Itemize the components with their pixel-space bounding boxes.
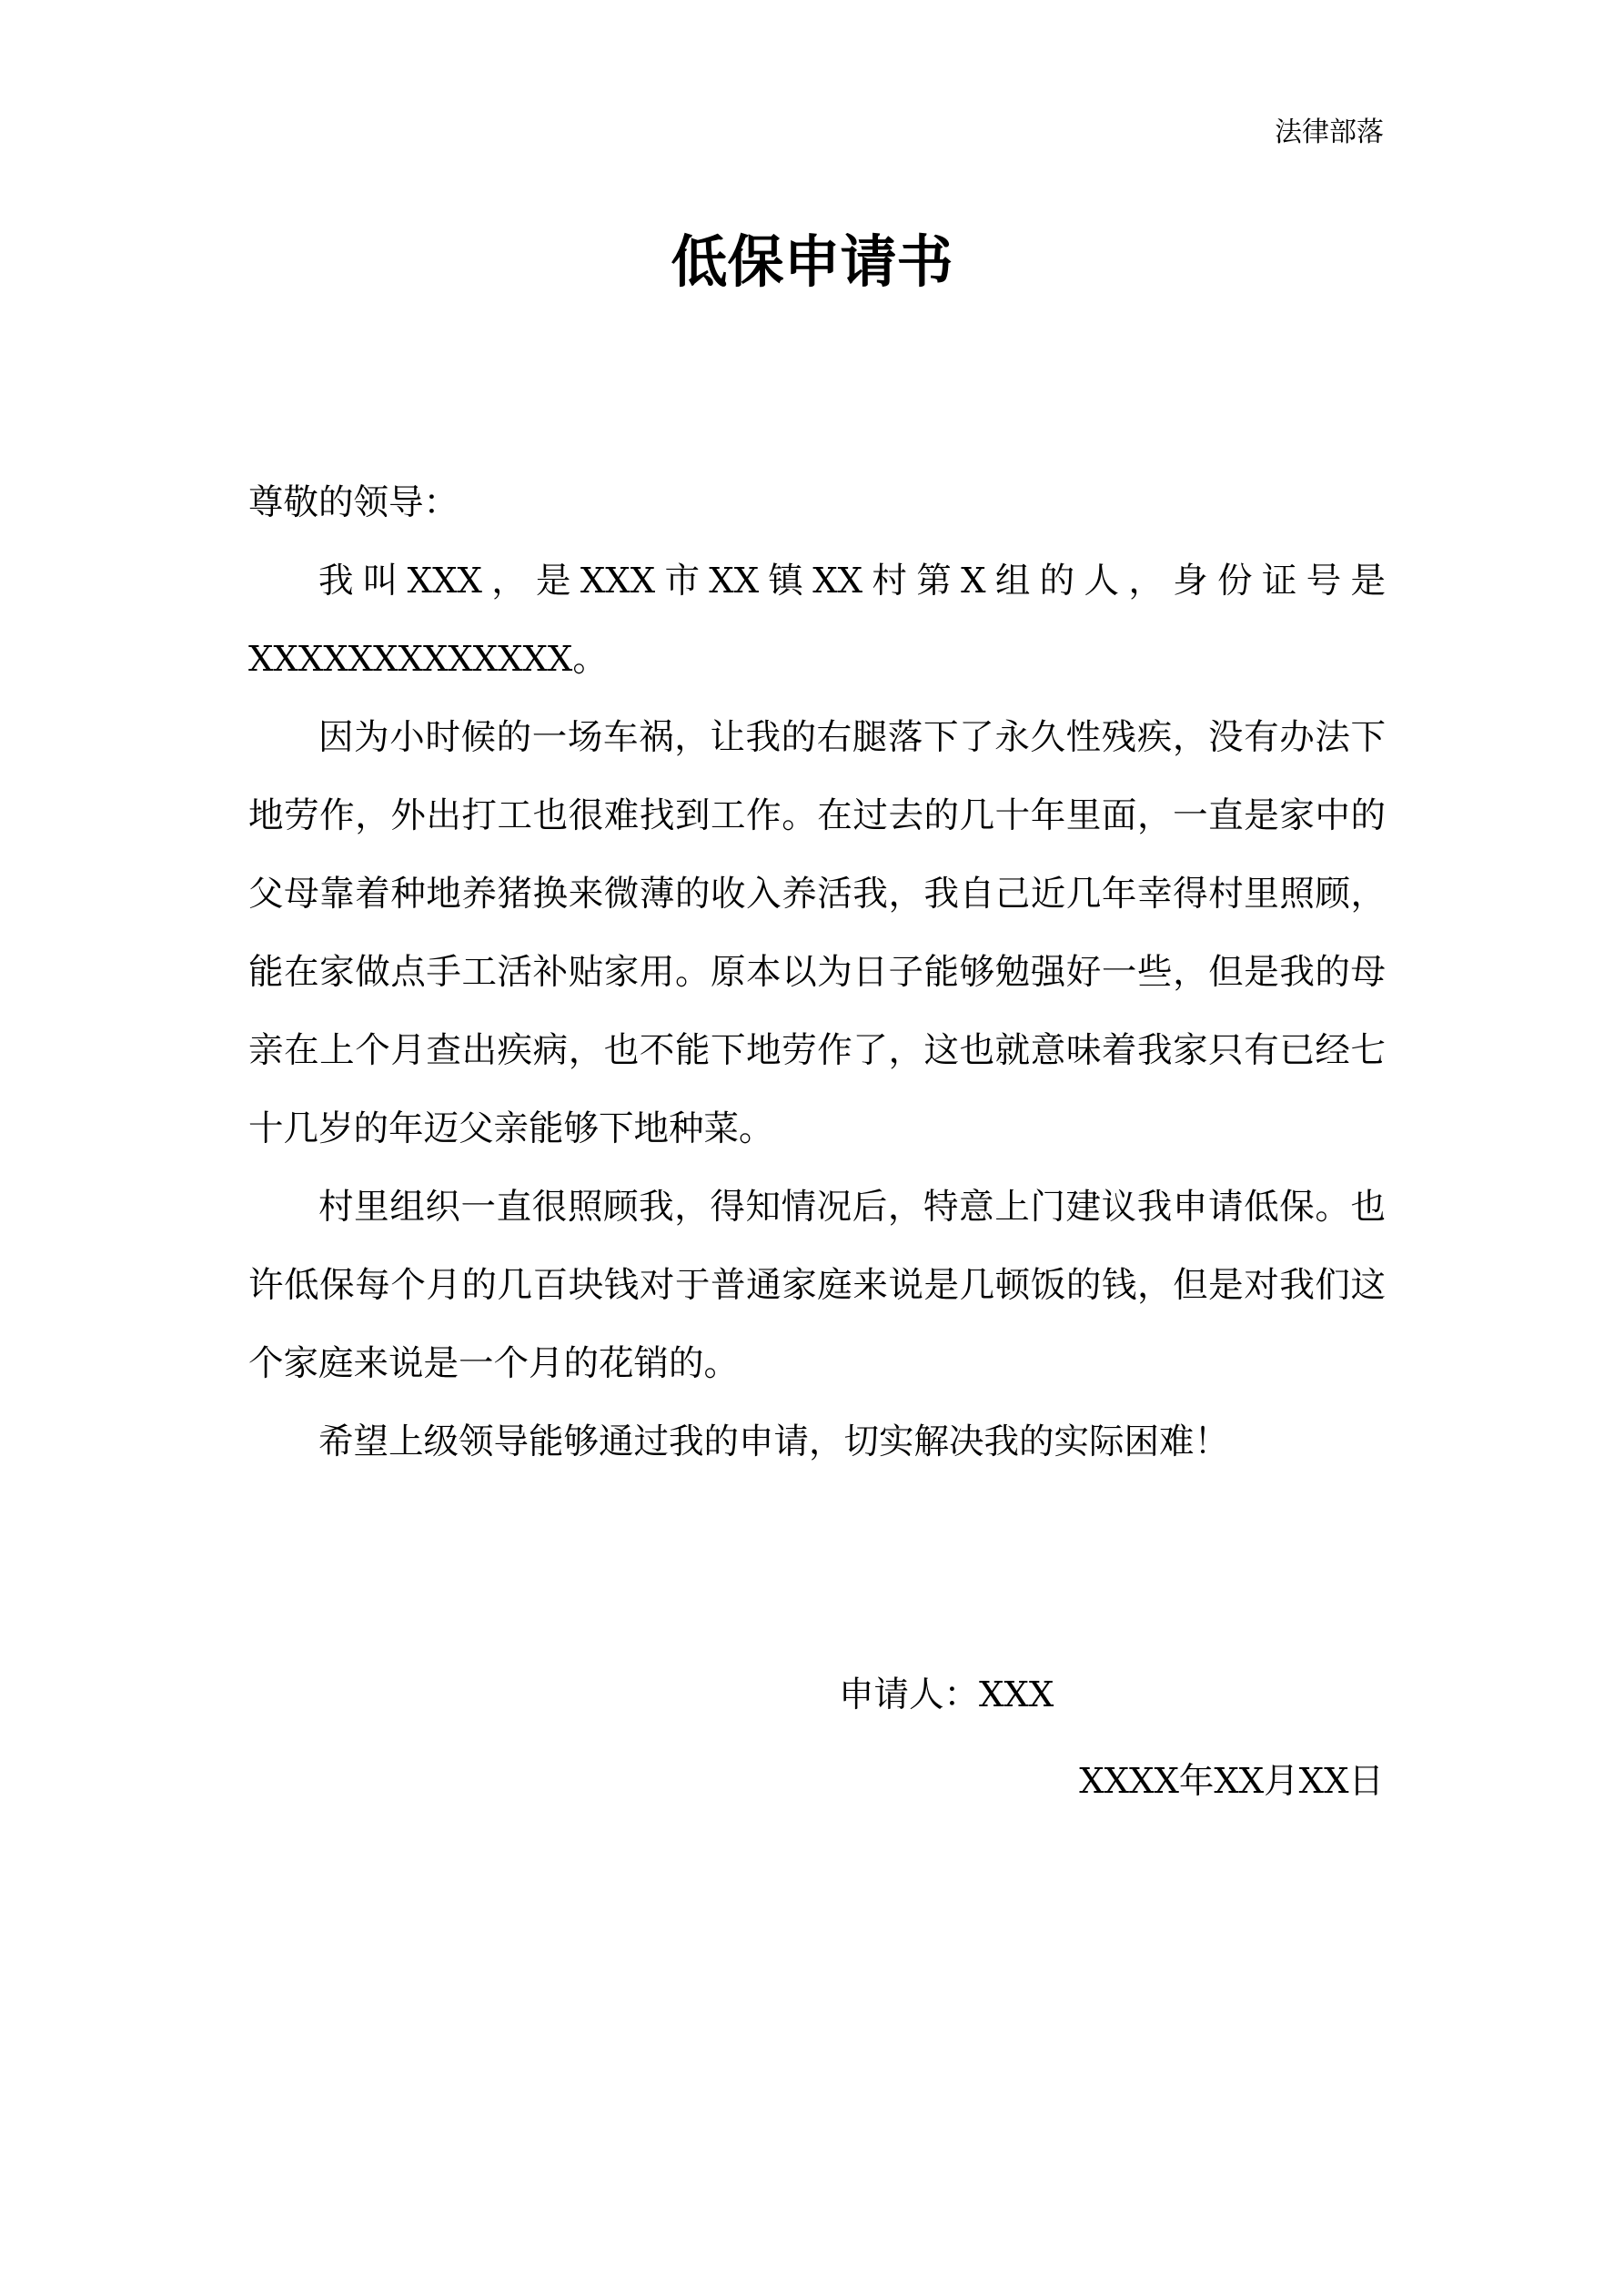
paragraph-circumstances: 因为小时候的一场车祸，让我的右腿落下了永久性残疾，没有办法下地劳作，外出打工也很难找到工作。在过去的几十年里面，一直是家中的父母靠着种地养猪换来微薄的收入养活我，我自己近几年幸得村里照顾，能在家做点手工活补贴家用。原本以为日子能够勉强好一些，但是我的母亲在上个月查出疾病，也不能下地劳作了，这也就意味着我家只有已经七十几岁的年迈父亲能够下地种菜。 <box>248 717 1386 1149</box>
salutation: 尊敬的领导： <box>248 482 459 523</box>
letter-body <box>248 464 1386 1482</box>
paragraph-introduction: 我叫XXX，是XXX市XX镇XX村第X组的人，身份证号是XXXXXXXXXXXXX。 <box>248 561 1386 680</box>
applicant-signature: 申请人：XXX <box>839 1674 1054 1715</box>
header-source-mark: 法律部落 <box>1275 116 1384 148</box>
document-title: 低保申请书 <box>671 228 953 295</box>
paragraph-village-support: 村里组织一直很照顾我，得知情况后，特意上门建议我申请低保。也许低保每个月的几百块钱对于普通家庭来说是几顿饭的钱，但是对我们这个家庭来说是一个月的花销的。 <box>248 1187 1386 1384</box>
signature-date: XXXX年XX月XX日 <box>1079 1761 1384 1802</box>
paragraph-request: 希望上级领导能够通过我的申请，切实解决我的实际困难！ <box>318 1421 1230 1462</box>
